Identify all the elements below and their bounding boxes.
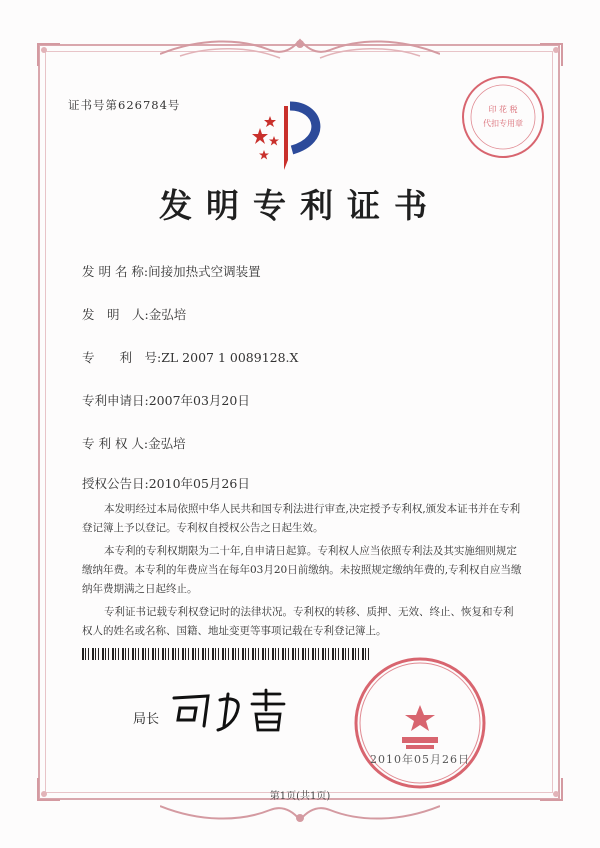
corner-ornament-tr xyxy=(536,40,566,70)
barcode-bar xyxy=(245,648,246,660)
invention-name-label: 发 明 名 称: xyxy=(82,264,149,279)
barcode-bar xyxy=(322,648,324,660)
patentee-value: 金弘培 xyxy=(148,436,186,451)
barcode-bar xyxy=(145,648,146,660)
barcode-bar xyxy=(285,648,286,660)
grant-date-row xyxy=(82,474,250,492)
patentee-label: 专 利 权 人: xyxy=(82,436,149,451)
patentee-row xyxy=(82,434,186,452)
barcode-bar xyxy=(278,648,279,660)
barcode-bar xyxy=(205,648,206,660)
invention-name-row xyxy=(82,262,261,280)
paragraph-term: 本专利的专利权期限为二十年,自申请日起算。专利权人应当依照专利法及其实施细则规定缴纳年费。本专利的年费应当在每年03月20日前缴纳。未按照规定缴纳年费的,专利权自应当缴纳年费期满之日起终止。 xyxy=(82,545,522,595)
patent-office-stamp-small xyxy=(458,72,548,162)
barcode-bar xyxy=(298,648,299,660)
svg-text:印 花 税: 印 花 税 xyxy=(488,105,518,114)
inventor-label: 发 明 人: xyxy=(82,307,149,322)
invention-name-value: 间接加热式空调装置 xyxy=(148,264,261,279)
barcode-bar xyxy=(222,648,224,660)
grant-date-value: 2010年05月26日 xyxy=(148,476,250,491)
barcode-bar xyxy=(292,648,294,660)
barcode-bar xyxy=(112,648,114,660)
barcode-bar xyxy=(168,648,169,660)
barcode-bar xyxy=(108,648,109,660)
page-number: 第1页(共1页) xyxy=(269,791,331,802)
application-date-row xyxy=(82,391,250,409)
corner-ornament-tl xyxy=(34,40,64,70)
barcode-bar xyxy=(202,648,204,660)
barcode xyxy=(82,648,372,660)
application-date-value: 2007年03月20日 xyxy=(148,393,250,408)
barcode-bar xyxy=(218,648,219,660)
barcode-bar xyxy=(252,648,254,660)
svg-text:代扣专用章: 代扣专用章 xyxy=(483,119,523,128)
patent-office-logo xyxy=(250,98,340,178)
seal-date: 2010年05月26日 xyxy=(370,753,470,766)
barcode-bar xyxy=(242,648,244,660)
barcode-bar xyxy=(268,648,269,660)
barcode-bar xyxy=(262,648,264,660)
barcode-bar xyxy=(155,648,156,660)
barcode-bar xyxy=(215,648,216,660)
inventor-row xyxy=(82,305,186,323)
barcode-bar xyxy=(332,648,334,660)
barcode-bar xyxy=(128,648,129,660)
barcode-bar xyxy=(165,648,166,660)
barcode-bar xyxy=(98,648,99,660)
barcode-bar xyxy=(122,648,124,660)
barcode-bar xyxy=(208,648,209,660)
barcode-bar xyxy=(188,648,189,660)
director-signature xyxy=(168,686,298,736)
barcode-bar xyxy=(225,648,226,660)
barcode-bar xyxy=(85,648,86,660)
top-ornament xyxy=(160,36,440,66)
paragraph-register: 专利证书记载专利权登记时的法律状况。专利权的转移、质押、无效、终止、恢复和专利权人的姓名或名称、国籍、地址变更等事项记载在专利登记簿上。 xyxy=(82,606,514,637)
barcode-bar xyxy=(312,648,314,660)
barcode-bar xyxy=(308,648,309,660)
barcode-bar xyxy=(295,648,296,660)
patent-number-label: 专 利 号: xyxy=(82,350,162,365)
barcode-bar xyxy=(338,648,339,660)
barcode-bar xyxy=(95,648,96,660)
barcode-bar xyxy=(82,648,84,660)
patent-number-row xyxy=(82,348,298,366)
barcode-bar xyxy=(118,648,119,660)
barcode-bar xyxy=(142,648,144,660)
barcode-bar xyxy=(275,648,276,660)
barcode-bar xyxy=(288,648,289,660)
barcode-bar xyxy=(238,648,239,660)
inventor-value: 金弘培 xyxy=(148,307,187,322)
barcode-bar xyxy=(258,648,259,660)
grant-date-label: 授权公告日: xyxy=(82,476,149,491)
barcode-bar xyxy=(302,648,304,660)
barcode-bar xyxy=(175,648,176,660)
barcode-bar xyxy=(88,648,89,660)
application-date-label: 专利申请日: xyxy=(82,393,149,408)
barcode-bar xyxy=(335,648,336,660)
patent-number-value: ZL 2007 1 0089128.X xyxy=(161,350,299,365)
barcode-bar xyxy=(325,648,326,660)
barcode-bar xyxy=(272,648,274,660)
barcode-bar xyxy=(342,648,344,660)
national-ip-office-seal xyxy=(350,653,490,793)
barcode-bar xyxy=(235,648,236,660)
barcode-bar xyxy=(328,648,329,660)
barcode-bar xyxy=(148,648,149,660)
barcode-bar xyxy=(248,648,249,660)
barcode-bar xyxy=(255,648,256,660)
barcode-bar xyxy=(228,648,229,660)
barcode-bar xyxy=(315,648,316,660)
barcode-bar xyxy=(105,648,106,660)
certificate-number: 证书号第626784号 xyxy=(68,98,181,112)
barcode-bar xyxy=(132,648,134,660)
barcode-bar xyxy=(138,648,139,660)
barcode-bar xyxy=(92,648,94,660)
barcode-bar xyxy=(158,648,159,660)
paragraph-grant: 本发明经过本局依照中华人民共和国专利法进行审查,决定授予专利权,颁发本证书并在专利登记簿上予以登记。专利权自授权公告之日起生效。 xyxy=(82,503,521,534)
barcode-bar xyxy=(185,648,186,660)
barcode-bar xyxy=(282,648,284,660)
barcode-bar xyxy=(135,648,136,660)
barcode-bar xyxy=(192,648,194,660)
certificate-body xyxy=(82,500,522,641)
barcode-bar xyxy=(178,648,179,660)
director-label: 局长 xyxy=(133,712,160,727)
barcode-bar xyxy=(162,648,164,660)
barcode-bar xyxy=(265,648,266,660)
barcode-bar xyxy=(348,648,349,660)
barcode-bar xyxy=(182,648,184,660)
barcode-bar xyxy=(305,648,306,660)
barcode-bar xyxy=(232,648,234,660)
barcode-bar xyxy=(152,648,154,660)
barcode-bar xyxy=(318,648,319,660)
barcode-bar xyxy=(212,648,214,660)
barcode-bar xyxy=(198,648,199,660)
barcode-bar xyxy=(102,648,104,660)
barcode-bar xyxy=(345,648,346,660)
barcode-bar xyxy=(195,648,196,660)
barcode-bar xyxy=(125,648,126,660)
certificate-title: 发明专利证书 xyxy=(159,186,441,225)
barcode-bar xyxy=(115,648,116,660)
barcode-bar xyxy=(172,648,174,660)
